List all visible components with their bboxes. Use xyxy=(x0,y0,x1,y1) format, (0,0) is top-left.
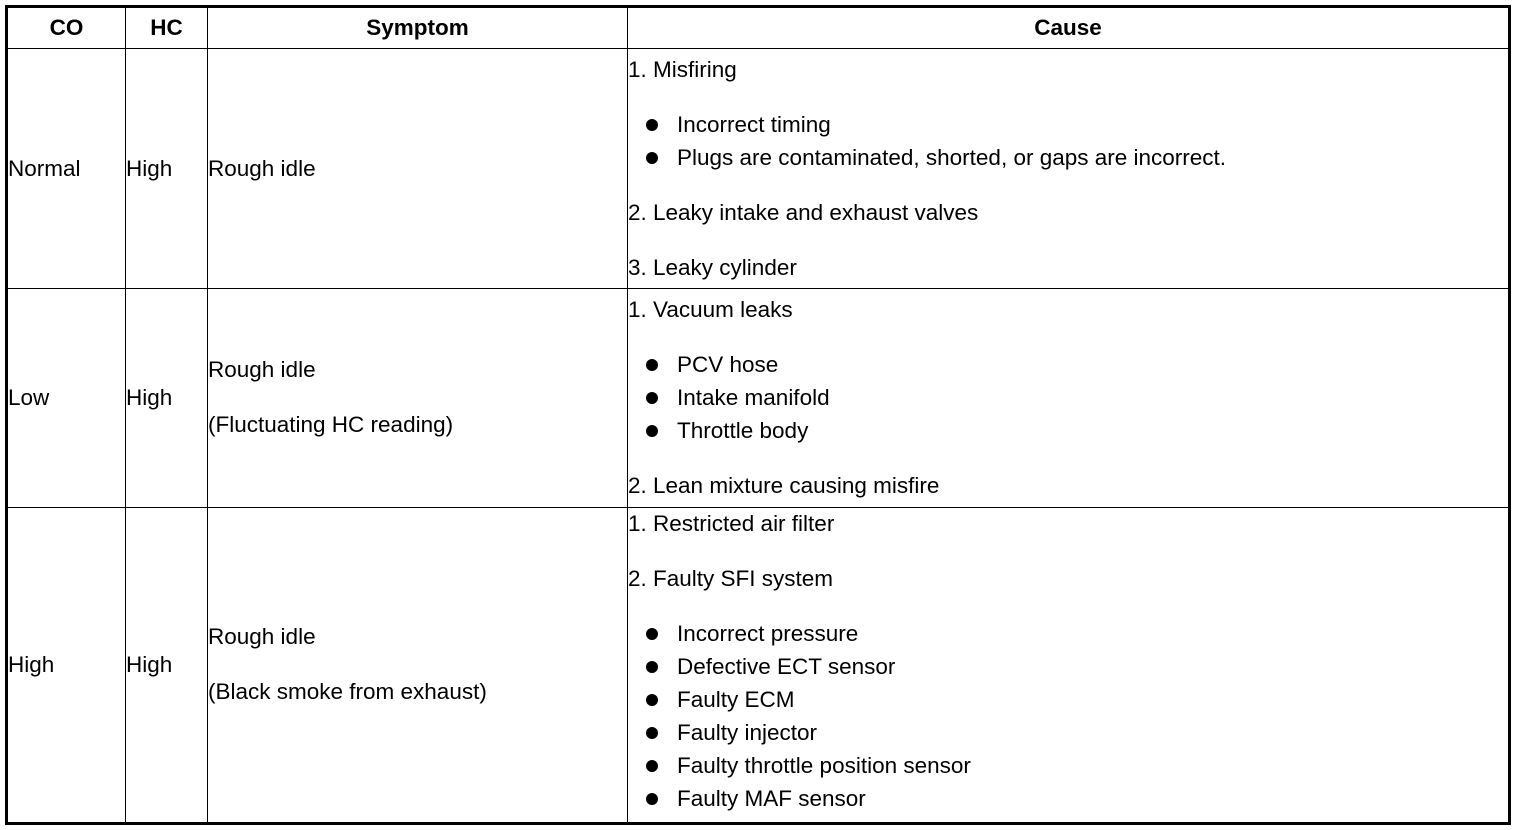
symptom-line: Rough idle xyxy=(208,357,316,383)
cause-bullet-text: Defective ECT sensor xyxy=(677,653,896,679)
cause-item: 3. Leaky cylinder xyxy=(628,254,797,280)
hc-cell: High xyxy=(126,289,208,507)
symptom-line: Rough idle xyxy=(208,624,316,650)
cause-list xyxy=(628,57,1508,281)
symptom-cell xyxy=(208,507,628,823)
cause-item: 2. Faulty SFI system xyxy=(628,565,834,591)
cause-bullet xyxy=(628,385,1508,418)
header-symptom: Symptom xyxy=(208,7,628,49)
bullet-dot-icon xyxy=(646,661,658,673)
cause-bullet xyxy=(628,720,1508,753)
cause-bullet xyxy=(628,352,1508,385)
cause-bullet xyxy=(628,654,1508,687)
header-co: CO xyxy=(7,7,126,49)
cause-bullet xyxy=(628,753,1508,786)
bullet-dot-icon xyxy=(646,760,658,772)
cause-cell xyxy=(628,49,1510,289)
cause-bullet-list xyxy=(628,352,1508,451)
cause-bullet xyxy=(628,687,1508,720)
symptom-line: (Black smoke from exhaust) xyxy=(208,679,487,705)
bullet-dot-icon xyxy=(646,628,658,640)
cause-list xyxy=(628,297,1508,499)
header-hc: HC xyxy=(126,7,208,49)
cause-item: 1. Restricted air filter xyxy=(628,510,835,536)
bullet-dot-icon xyxy=(646,793,658,805)
cause-bullet-text: Plugs are contaminated, shorted, or gaps are incorrect. xyxy=(677,144,1227,170)
cause-cell xyxy=(628,289,1510,507)
cause-bullet-text: Intake manifold xyxy=(677,384,830,410)
cause-bullet-list xyxy=(628,621,1508,819)
symptom-cell xyxy=(208,49,628,289)
cause-list xyxy=(628,511,1508,819)
cause-bullet-text: Faulty MAF sensor xyxy=(677,785,866,811)
symptom-line: (Fluctuating HC reading) xyxy=(208,412,454,438)
table-row xyxy=(7,289,1510,507)
bullet-dot-icon xyxy=(646,119,658,131)
bullet-dot-icon xyxy=(646,152,658,164)
cause-bullet xyxy=(628,112,1508,145)
bullet-dot-icon xyxy=(646,392,658,404)
cause-bullet-text: Incorrect timing xyxy=(677,111,831,137)
bullet-dot-icon xyxy=(646,727,658,739)
cause-bullet-text: Faulty injector xyxy=(677,719,818,745)
cause-cell xyxy=(628,507,1510,823)
cause-bullet xyxy=(628,418,1508,451)
cause-bullet-list xyxy=(628,112,1508,178)
cause-bullet xyxy=(628,145,1508,178)
cause-item: 1. Vacuum leaks xyxy=(628,296,793,322)
bullet-dot-icon xyxy=(646,694,658,706)
diagnosis-table xyxy=(5,5,1511,825)
header-row xyxy=(7,7,1510,49)
cause-item: 2. Leaky intake and exhaust valves xyxy=(628,199,979,225)
hc-cell: High xyxy=(126,507,208,823)
cause-bullet-text: PCV hose xyxy=(677,351,779,377)
bullet-dot-icon xyxy=(646,425,658,437)
cause-item: 2. Lean mixture causing misfire xyxy=(628,472,940,498)
symptom-line: Rough idle xyxy=(208,155,316,181)
header-cause: Cause xyxy=(628,7,1510,49)
cause-bullet-text: Throttle body xyxy=(677,417,809,443)
co-cell: Normal xyxy=(7,49,126,289)
table-row xyxy=(7,49,1510,289)
co-cell: Low xyxy=(7,289,126,507)
bullet-dot-icon xyxy=(646,359,658,371)
cause-bullet xyxy=(628,786,1508,819)
symptom-cell xyxy=(208,289,628,507)
cause-bullet-text: Faulty ECM xyxy=(677,686,795,712)
cause-bullet-text: Incorrect pressure xyxy=(677,620,859,646)
table-row xyxy=(7,507,1510,823)
cause-item: 1. Misfiring xyxy=(628,56,737,82)
hc-cell: High xyxy=(126,49,208,289)
cause-bullet-text: Faulty throttle position sensor xyxy=(677,752,971,778)
co-cell: High xyxy=(7,507,126,823)
cause-bullet xyxy=(628,621,1508,654)
